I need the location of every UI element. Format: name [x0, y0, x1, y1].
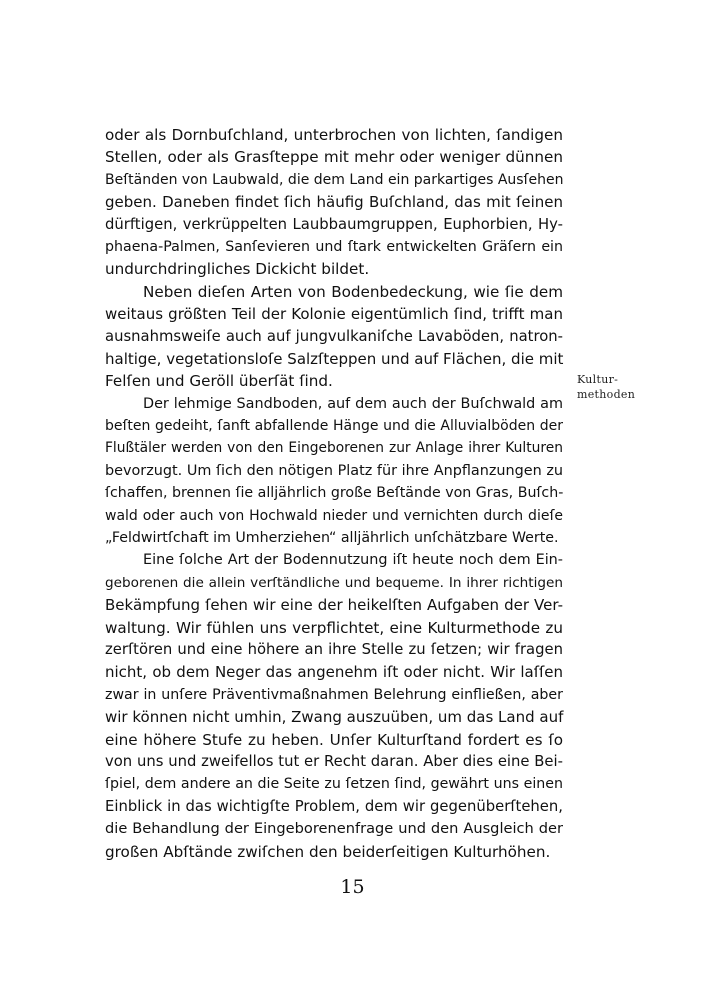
- margin-note-line-1: Kultur-: [577, 373, 619, 386]
- text-line: ausnahmsweiſe auch auf jungvulkaniſche Lavaböden, natron-: [105, 327, 563, 345]
- margin-note-line-2: methoden: [577, 388, 636, 401]
- text-line: Der lehmige Sandboden, auf dem auch der Buſchwald am: [143, 395, 563, 412]
- text-line: geborenen die allein verſtändliche und bequeme. In ihrer richtigen: [105, 574, 563, 591]
- text-line: beſten gedeiht, ſanft abfallende Hänge und die Alluvialböden der: [105, 418, 563, 435]
- text-line: Felſen und Geröll überſät ſind.: [105, 372, 333, 391]
- text-line: Bekämpfung ſehen wir eine der heikelſten Aufgaben der Ver-: [105, 596, 563, 615]
- text-line: haltige, vegetationsloſe Salzſteppen und auf Flächen, die mit: [105, 349, 564, 368]
- text-line: Eine ſolche Art der Bodennutzung iſt heute noch dem Ein-: [143, 552, 563, 569]
- text-line: eine höhere Stufe zu heben. Unſer Kulturſtand fordert es ſo: [105, 730, 563, 749]
- text-line: zwar in unſere Präventivmaßnahmen Belehrung einfließen, aber: [105, 686, 563, 703]
- text-line: wald oder auch von Hochwald nieder und vernichten durch dieſe: [105, 507, 563, 524]
- text-line: die Behandlung der Eingeborenenfrage und den Ausgleich der: [105, 820, 563, 838]
- text-line: phaena-Palmen, Sanſevieren und ſtark entwickelten Gräſern ein: [105, 238, 563, 255]
- text-line: bevorzugt. Um ſich den nötigen Platz für ihre Anpflanzungen zu: [105, 462, 563, 479]
- text-line: ſpiel, dem andere an die Seite zu ſetzen ſind, gewährt uns einen: [105, 776, 563, 793]
- text-line: undurchdringliches Dickicht bildet.: [105, 260, 370, 279]
- body-text: [105, 124, 563, 863]
- text-line: oder als Dornbuſchland, unterbrochen von lichten, ſandigen: [105, 126, 563, 144]
- text-line: geben. Daneben findet ſich häufig Buſchland, das mit ſeinen: [105, 193, 563, 212]
- text-line: Stellen, oder als Grasſteppe mit mehr oder weniger dünnen: [105, 148, 563, 167]
- text-line: „Feldwirtſchaft im Umherziehen“ alljährlich unſchätzbare Werte.: [105, 530, 559, 547]
- text-line: von uns und zweifellos tut er Recht daran. Aber dies eine Bei-: [105, 752, 563, 770]
- margin-note: [577, 372, 657, 402]
- text-line: waltung. Wir fühlen uns verpflichtet, eine Kulturmethode zu: [105, 618, 563, 637]
- text-line: weitaus größten Teil der Kolonie eigentümlich ſind, trifft man: [105, 305, 563, 324]
- text-line: Flußtäler werden von den Eingeborenen zur Anlage ihrer Kulturen: [105, 440, 563, 457]
- text-line: dürftigen, verkrüppelten Laubbaumgruppen, Euphorbien, Hy-: [105, 215, 563, 233]
- page-number: 15: [340, 876, 365, 898]
- text-line: Einblick in das wichtigſte Problem, dem wir gegenüberſtehen,: [105, 797, 563, 815]
- text-line: Neben dieſen Arten von Bodenbedeckung, wie ſie dem: [143, 282, 563, 301]
- text-line: wir können nicht umhin, Zwang auszuüben, um das Land auf: [105, 708, 564, 727]
- text-line: ſchaffen, brennen ſie alljährlich große Beſtände von Gras, Buſch-: [105, 485, 564, 502]
- text-line: großen Abſtände zwiſchen den beiderſeitigen Kulturhöhen.: [105, 842, 551, 861]
- text-line: nicht, ob dem Neger das angenehm iſt oder nicht. Wir laſſen: [105, 663, 563, 682]
- text-line: zerſtören und eine höhere an ihre Stelle zu ſetzen; wir fragen: [105, 640, 563, 658]
- text-line: Beſtänden von Laubwald, die dem Land ein parkartiges Ausſehen: [105, 171, 564, 188]
